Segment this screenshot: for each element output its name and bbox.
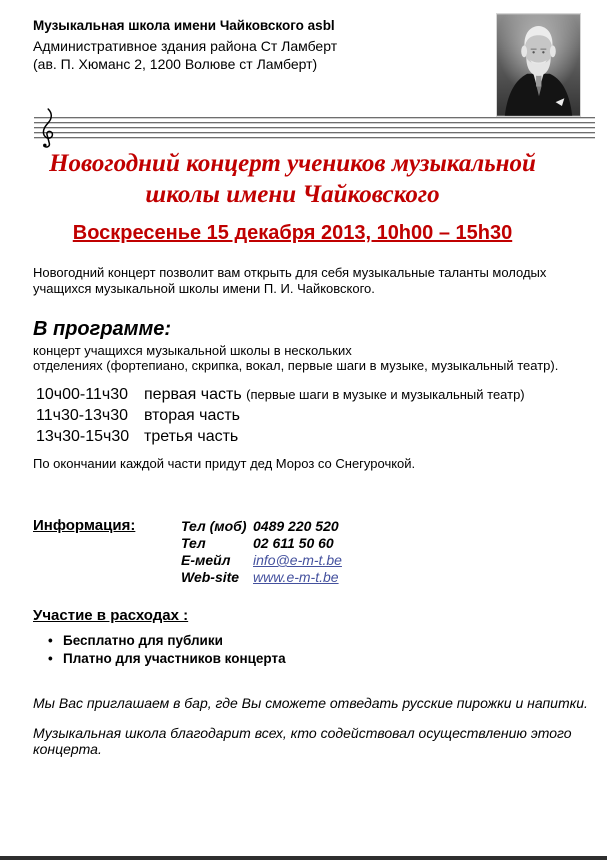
thanks-note: Музыкальная школа благодарит всех, кто содействовал осуществлению этого концерта.	[33, 725, 572, 757]
list-item-text: Бесплатно для публики	[63, 633, 223, 648]
program-description-line-2: отделениях (фортепиано, скрипка, вокал, первые шаги в музыке, музыкальный театр).	[33, 358, 559, 373]
schedule-part: третья часть	[144, 428, 239, 445]
page-bottom-edge	[0, 856, 607, 860]
page-title	[0, 148, 585, 210]
info-row-phone-mobile	[181, 518, 342, 535]
list-item-text: Платно для участников концерта	[63, 650, 286, 666]
music-staff	[34, 117, 595, 139]
info-row-website	[181, 569, 342, 586]
schedule-part: первая часть	[144, 386, 242, 403]
schedule-list	[36, 384, 525, 447]
schedule-row	[36, 405, 525, 426]
schedule-time: 10ч00-11ч30	[36, 386, 128, 403]
address-line-2: (ав. П. Хюманс 2, 1200 Волюве ст Ламберт)	[33, 56, 318, 72]
info-value: 0489 220 520	[253, 518, 339, 534]
info-label: Е-мейл	[181, 552, 231, 568]
website-link[interactable]: www.e-m-t.be	[253, 569, 339, 585]
schedule-time: 11ч30-13ч30	[36, 407, 128, 424]
list-item	[48, 650, 286, 668]
schedule-row	[36, 384, 525, 405]
schedule-closing-note: По окончании каждой части придут дед Мороз со Снегурочкой.	[33, 456, 416, 471]
info-label: Тел	[181, 535, 206, 551]
treble-clef-icon	[38, 108, 56, 148]
address-line-1: Административное здания района Ст Ламберт	[33, 38, 338, 54]
info-row-email	[181, 552, 342, 569]
bar-invitation-note: Мы Вас приглашаем в бар, где Вы сможете отведать русские пирожки и напитки.	[33, 695, 588, 711]
info-value: 02 611 50 60	[253, 535, 334, 551]
schedule-note: (первые шаги в музыке и музыкальный театр)	[246, 387, 525, 402]
info-rows	[181, 518, 342, 586]
info-row-phone	[181, 535, 342, 552]
tchaikovsky-portrait	[496, 13, 581, 117]
program-heading: В программе:	[33, 318, 172, 340]
bullet-icon: •	[48, 633, 53, 648]
program-description	[33, 343, 593, 373]
event-date: Воскресенье 15 декабря 2013, 10h00 – 15h30	[72, 222, 513, 244]
participation-heading: Участие в расходах :	[33, 607, 189, 624]
info-label: Web-site	[181, 569, 240, 585]
list-item	[48, 632, 286, 650]
email-link[interactable]: info@e-m-t.be	[253, 552, 342, 568]
schedule-row	[36, 426, 525, 447]
participation-list	[48, 632, 286, 667]
title-line-1: Новогодний концерт учеников музыкальной	[49, 150, 536, 177]
header-block	[33, 17, 453, 73]
title-line-2: школы имени Чайковского	[145, 181, 440, 208]
school-name: Музыкальная школа имени Чайковского asbl	[33, 18, 335, 33]
schedule-part: вторая часть	[144, 407, 240, 424]
portrait-image	[497, 14, 580, 116]
info-heading: Информация:	[33, 517, 136, 534]
bullet-icon: •	[48, 650, 53, 666]
schedule-time: 13ч30-15ч30	[36, 428, 130, 445]
program-description-line-1: концерт учащихся музыкальной школы в нескольких	[33, 343, 352, 358]
info-label: Тел (моб)	[181, 518, 247, 534]
intro-paragraph: Новогодний концерт позволит вам открыть для себя музыкальные таланты молодых учащихся музыкальной школы имени П. И. Чайковского.	[33, 265, 547, 296]
